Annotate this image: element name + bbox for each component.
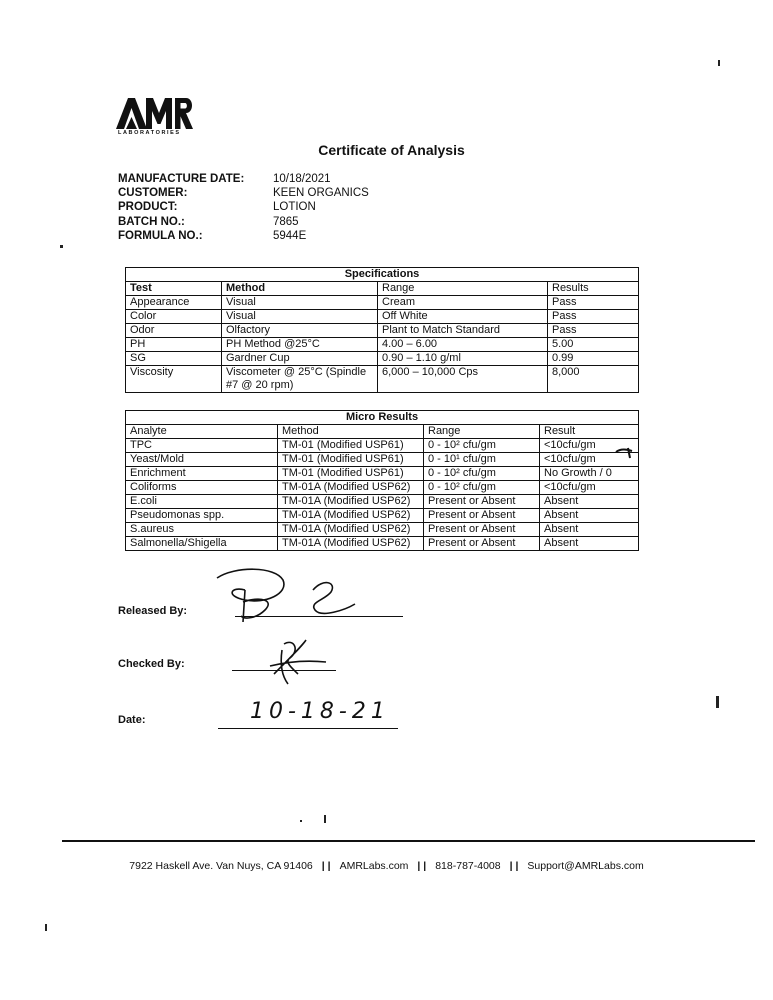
spec-cell: Olfactory <box>222 324 378 338</box>
amr-logo-mark <box>116 96 196 130</box>
micro-cell: Present or Absent <box>424 537 540 551</box>
micro-header-result: Result <box>540 425 639 439</box>
spec-cell: Pass <box>548 310 639 324</box>
micro-cell: Coliforms <box>126 481 278 495</box>
micro-cell: TM-01A (Modified USP62) <box>278 495 424 509</box>
micro-cell: TM-01A (Modified USP62) <box>278 523 424 537</box>
spec-cell: SG <box>126 352 222 366</box>
micro-cell: TM-01A (Modified USP62) <box>278 509 424 523</box>
spec-header-results: Results <box>548 282 639 296</box>
footer <box>0 860 773 872</box>
info-labels <box>118 172 244 243</box>
spec-cell: 0.99 <box>548 352 639 366</box>
released-by-label: Released By: <box>118 605 188 617</box>
spec-cell: Pass <box>548 324 639 338</box>
table-row <box>126 453 639 467</box>
customer-label: CUSTOMER: <box>118 187 188 200</box>
micro-header-range: Range <box>424 425 540 439</box>
table-row <box>126 523 639 537</box>
spec-cell: Appearance <box>126 296 222 310</box>
micro-cell: 0 - 10² cfu/gm <box>424 481 540 495</box>
manufacture-date-value: 10/18/2021 <box>273 173 331 185</box>
scan-speck <box>300 820 302 822</box>
micro-cell: No Growth / 0 <box>540 467 639 481</box>
micro-cell: TM-01 (Modified USP61) <box>278 453 424 467</box>
micro-cell: <10cfu/gm <box>540 439 639 453</box>
spec-cell: Viscosity <box>126 366 222 393</box>
spec-cell: Off White <box>378 310 548 324</box>
footer-separator: | | <box>321 860 331 872</box>
scan-speck <box>324 815 326 823</box>
micro-cell: <10cfu/gm <box>540 481 639 495</box>
table-row <box>126 495 639 509</box>
spec-cell: 4.00 – 6.00 <box>378 338 548 352</box>
info-values <box>273 172 369 243</box>
batch-no-value: 7865 <box>273 215 299 228</box>
spec-cell: 5.00 <box>548 338 639 352</box>
amr-logo <box>116 96 196 140</box>
customer-value: KEEN ORGANICS <box>273 187 369 200</box>
product-label: PRODUCT: <box>118 201 178 214</box>
micro-header-method: Method <box>278 425 424 439</box>
spec-cell: Visual <box>222 296 378 310</box>
batch-no-label: BATCH NO.: <box>118 215 185 228</box>
micro-cell: TM-01 (Modified USP61) <box>278 439 424 453</box>
micro-cell: TM-01A (Modified USP62) <box>278 537 424 551</box>
product-value: LOTION <box>273 201 316 214</box>
table-row <box>126 296 639 310</box>
micro-cell: Present or Absent <box>424 523 540 537</box>
pen-mark-icon <box>614 446 636 460</box>
spec-cell: Visual <box>222 310 378 324</box>
micro-results-table <box>125 410 639 551</box>
spec-header-test: Test <box>126 282 222 296</box>
micro-cell: 0 - 10² cfu/gm <box>424 439 540 453</box>
handwritten-date: 10-18-21 <box>250 699 390 724</box>
micro-cell: <10cfu/gm <box>540 453 639 467</box>
logo-subtitle: LABORATORIES <box>118 130 181 136</box>
footer-address: 7922 Haskell Ave. Van Nuys, CA 91406 <box>129 860 313 872</box>
footer-email[interactable]: Support@AMRLabs.com <box>527 860 644 872</box>
micro-cell: Absent <box>540 523 639 537</box>
spec-cell: Pass <box>548 296 639 310</box>
micro-cell: TM-01 (Modified USP61) <box>278 467 424 481</box>
spec-cell: 6,000 – 10,000 Cps <box>378 366 548 393</box>
spec-cell: PH Method @25°C <box>222 338 378 352</box>
footer-phone: 818-787-4008 <box>435 860 501 872</box>
micro-cell: Absent <box>540 495 639 509</box>
micro-cell: TM-01A (Modified USP62) <box>278 481 424 495</box>
formula-no-value: 5944E <box>273 229 307 242</box>
footer-rule <box>62 840 755 842</box>
scan-speck <box>45 924 47 931</box>
table-row <box>126 324 639 338</box>
micro-cell: TPC <box>126 439 278 453</box>
micro-cell: Present or Absent <box>424 495 540 509</box>
spec-cell: Color <box>126 310 222 324</box>
specifications-table <box>125 267 639 393</box>
table-row <box>126 310 639 324</box>
table-row <box>126 537 639 551</box>
checked-by-signature-icon <box>262 636 352 692</box>
spec-header-range: Range <box>378 282 548 296</box>
document-title: Certificate of Analysis <box>318 142 465 158</box>
table-row <box>126 509 639 523</box>
spec-cell: Gardner Cup <box>222 352 378 366</box>
spec-cell: Cream <box>378 296 548 310</box>
spec-cell: Plant to Match Standard <box>378 324 548 338</box>
micro-cell: Yeast/Mold <box>126 453 278 467</box>
manufacture-date-label: MANUFACTURE DATE: <box>118 173 245 185</box>
footer-separator: | | <box>417 860 427 872</box>
micro-cell: 0 - 10¹ cfu/gm <box>424 453 540 467</box>
footer-separator: | | <box>509 860 519 872</box>
micro-cell: Present or Absent <box>424 509 540 523</box>
micro-header-analyte: Analyte <box>126 425 278 439</box>
micro-cell: E.coli <box>126 495 278 509</box>
specifications-caption: Specifications <box>126 268 639 282</box>
spec-cell: 8,000 <box>548 366 639 393</box>
spec-cell: Viscometer @ 25°C (Spindle #7 @ 20 rpm) <box>222 366 378 393</box>
date-label: Date: <box>118 714 146 726</box>
micro-cell: Enrichment <box>126 467 278 481</box>
micro-cell: Absent <box>540 509 639 523</box>
spec-header-method: Method <box>222 282 378 296</box>
micro-cell: S.aureus <box>126 523 278 537</box>
table-row <box>126 481 639 495</box>
table-row <box>126 338 639 352</box>
scan-speck <box>716 696 719 708</box>
table-row <box>126 467 639 481</box>
date-line <box>218 728 398 729</box>
table-row <box>126 352 639 366</box>
formula-no-label: FORMULA NO.: <box>118 229 203 242</box>
micro-cell: Salmonella/Shigella <box>126 537 278 551</box>
micro-cell: Pseudomonas spp. <box>126 509 278 523</box>
micro-cell: Absent <box>540 537 639 551</box>
micro-cell: 0 - 10² cfu/gm <box>424 467 540 481</box>
footer-website[interactable]: AMRLabs.com <box>339 860 409 872</box>
micro-caption: Micro Results <box>126 411 639 425</box>
scan-speck <box>718 60 720 66</box>
table-row <box>126 366 639 393</box>
spec-cell: PH <box>126 338 222 352</box>
checked-by-label: Checked By: <box>118 658 185 670</box>
table-row <box>126 439 639 453</box>
spec-cell: Odor <box>126 324 222 338</box>
released-by-signature-icon <box>205 560 375 630</box>
scan-speck <box>60 245 63 248</box>
spec-cell: 0.90 – 1.10 g/ml <box>378 352 548 366</box>
